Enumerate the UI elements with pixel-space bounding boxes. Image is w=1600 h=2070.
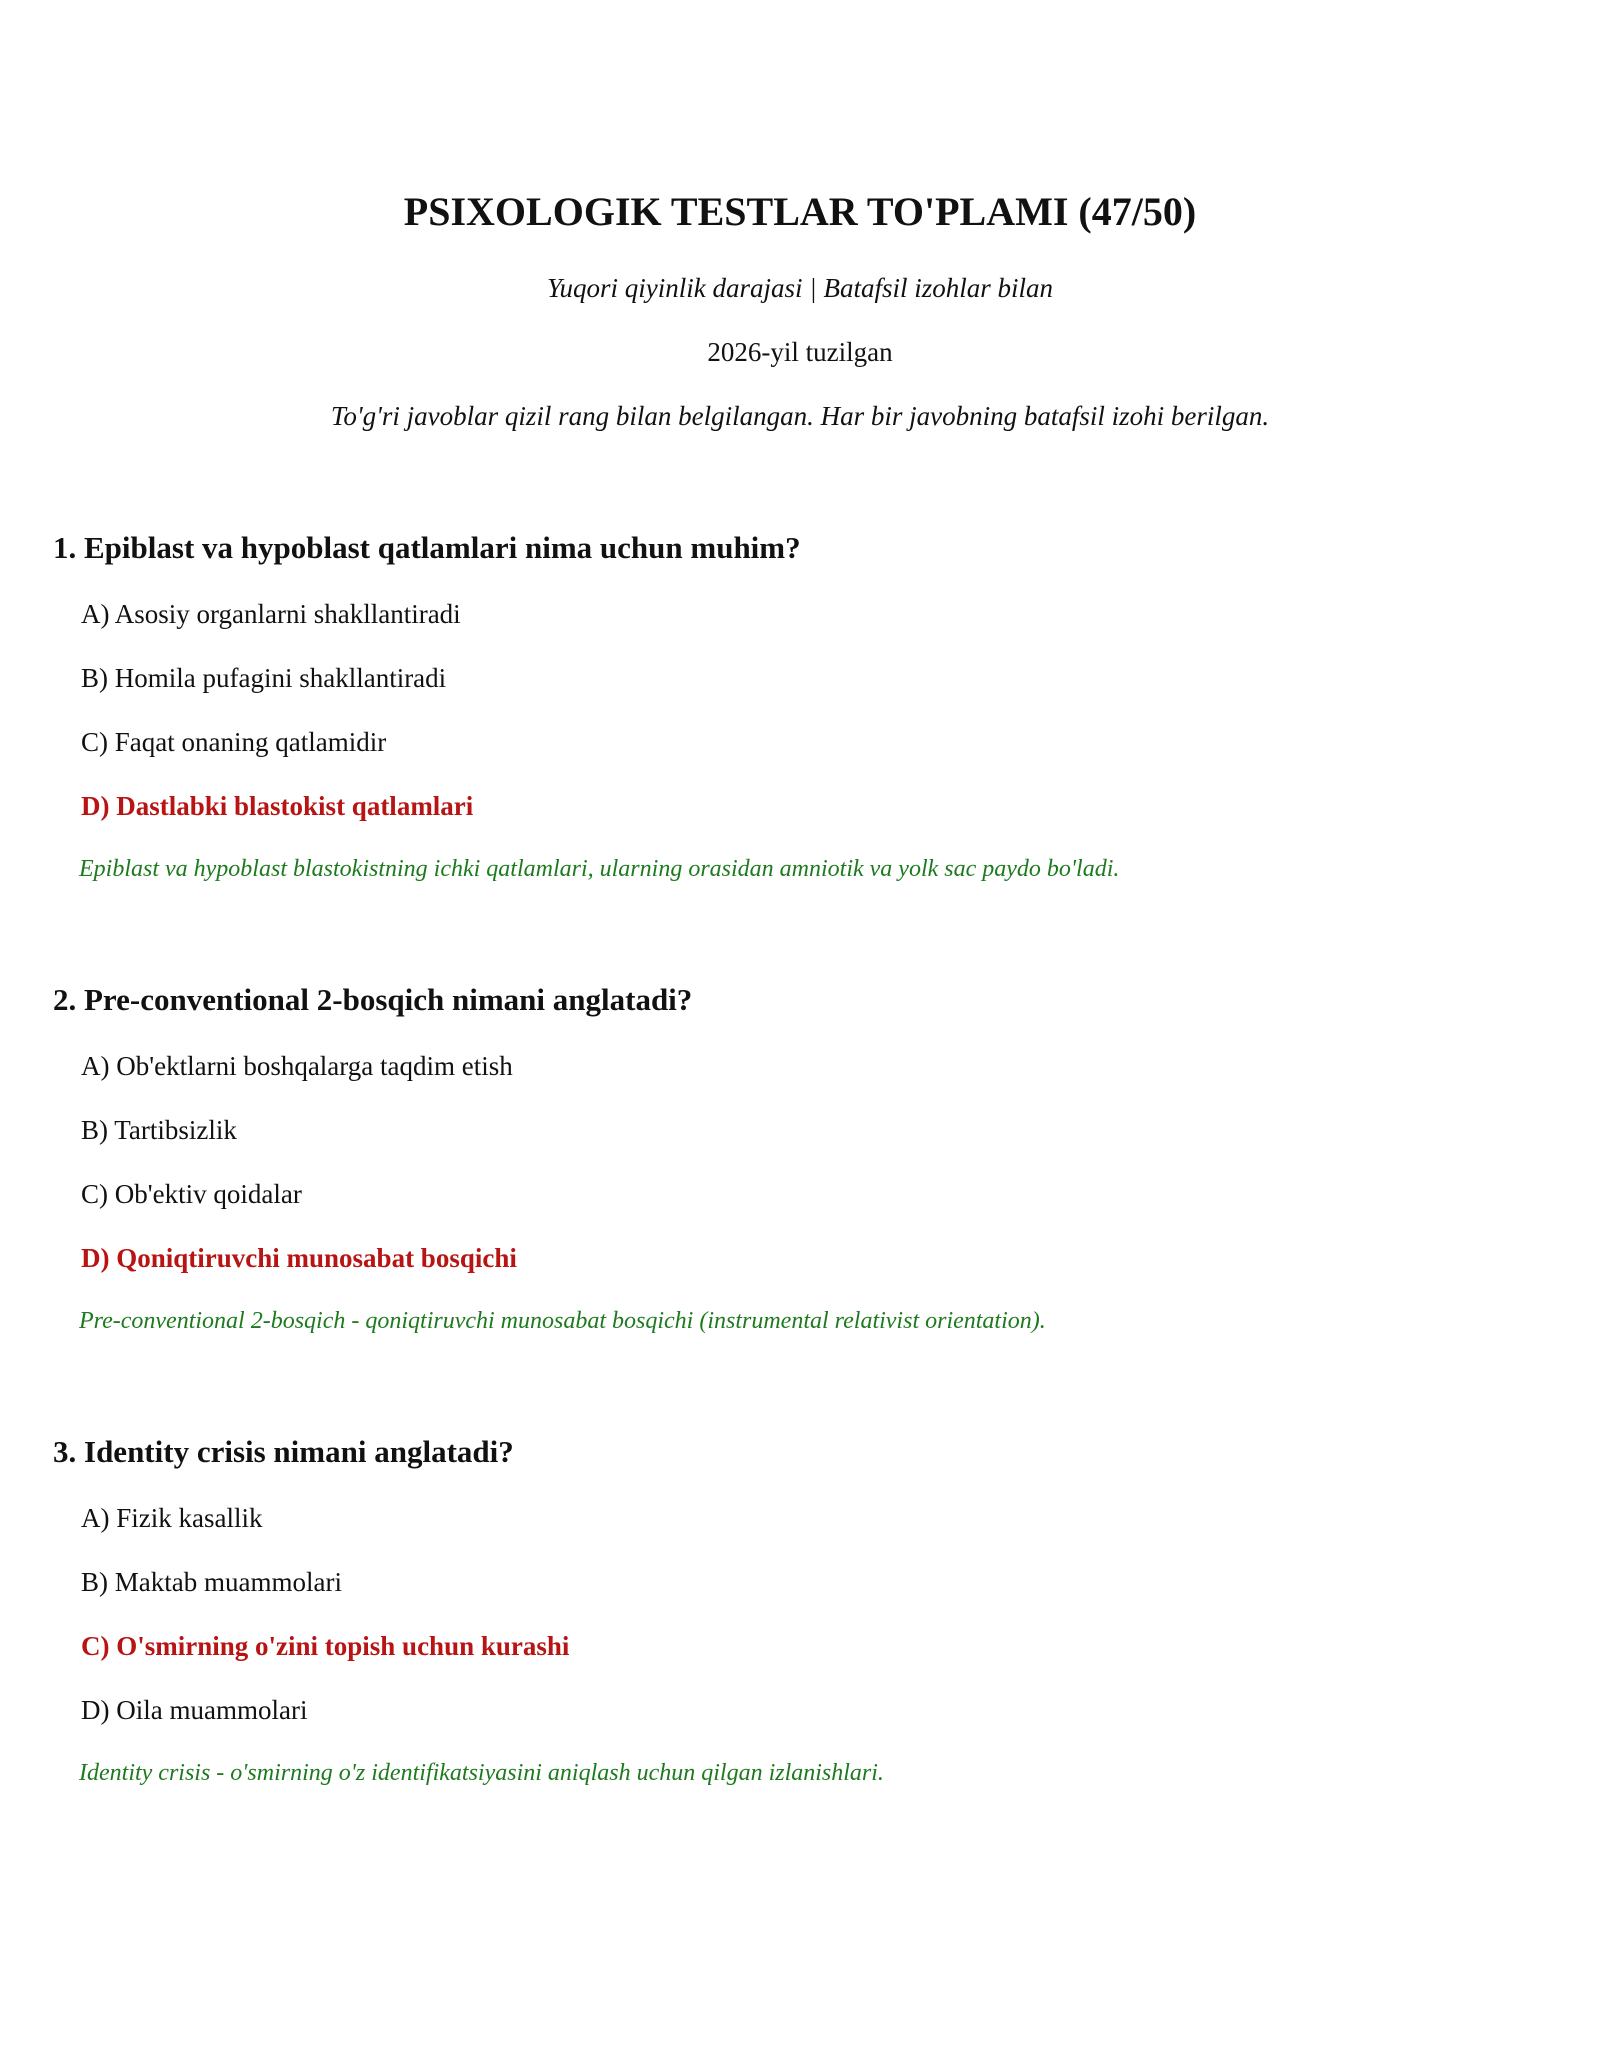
question-text: 3. Identity crisis nimani anglatadi? — [53, 1434, 514, 1469]
page-date: 2026-yil tuzilgan — [707, 337, 893, 367]
option-c: C) Faqat onaning qatlamidir — [81, 727, 387, 757]
question-explanation: Epiblast va hypoblast blastokistning ichki qatlamlari, ularning orasidan amniotik va yolk sac paydo bo'ladi. — [79, 856, 1120, 882]
option-d-correct: D) Dastlabki blastokist qatlamlari — [81, 791, 474, 821]
option-c: C) Ob'ektiv qoidalar — [81, 1179, 302, 1209]
page-subtitle: Yuqori qiyinlik darajasi | Batafsil izohlar bilan — [547, 273, 1053, 303]
option-a: A) Ob'ektlarni boshqalarga taqdim etish — [81, 1051, 513, 1081]
question-explanation: Pre-conventional 2-bosqich - qoniqtiruvchi munosabat bosqichi (instrumental relativist orientation). — [79, 1308, 1046, 1334]
option-b: B) Homila pufagini shakllantiradi — [81, 663, 447, 693]
option-d-correct: D) Qoniqtiruvchi munosabat bosqichi — [81, 1243, 517, 1273]
option-c-correct: C) O'smirning o'zini topish uchun kurashi — [81, 1631, 570, 1661]
question-text: 1. Epiblast va hypoblast qatlamlari nima uchun muhim? — [53, 530, 801, 565]
question-text: 2. Pre-conventional 2-bosqich nimani anglatadi? — [53, 982, 693, 1017]
question-explanation: Identity crisis - o'smirning o'z identifikatsiyasini aniqlash uchun qilgan izlanishlari. — [79, 1760, 884, 1786]
option-a: A) Fizik kasallik — [81, 1503, 263, 1533]
page-title: PSIXOLOGIK TESTLAR TO'PLAMI (47/50) — [403, 189, 1197, 234]
option-a: A) Asosiy organlarni shakllantiradi — [81, 599, 461, 629]
option-b: B) Maktab muammolari — [81, 1567, 342, 1597]
page-note: To'g'ri javoblar qizil rang bilan belgilangan. Har bir javobning batafsil izohi berilgan. — [330, 401, 1270, 431]
option-d: D) Oila muammolari — [81, 1695, 308, 1725]
option-b: B) Tartibsizlik — [81, 1115, 237, 1145]
